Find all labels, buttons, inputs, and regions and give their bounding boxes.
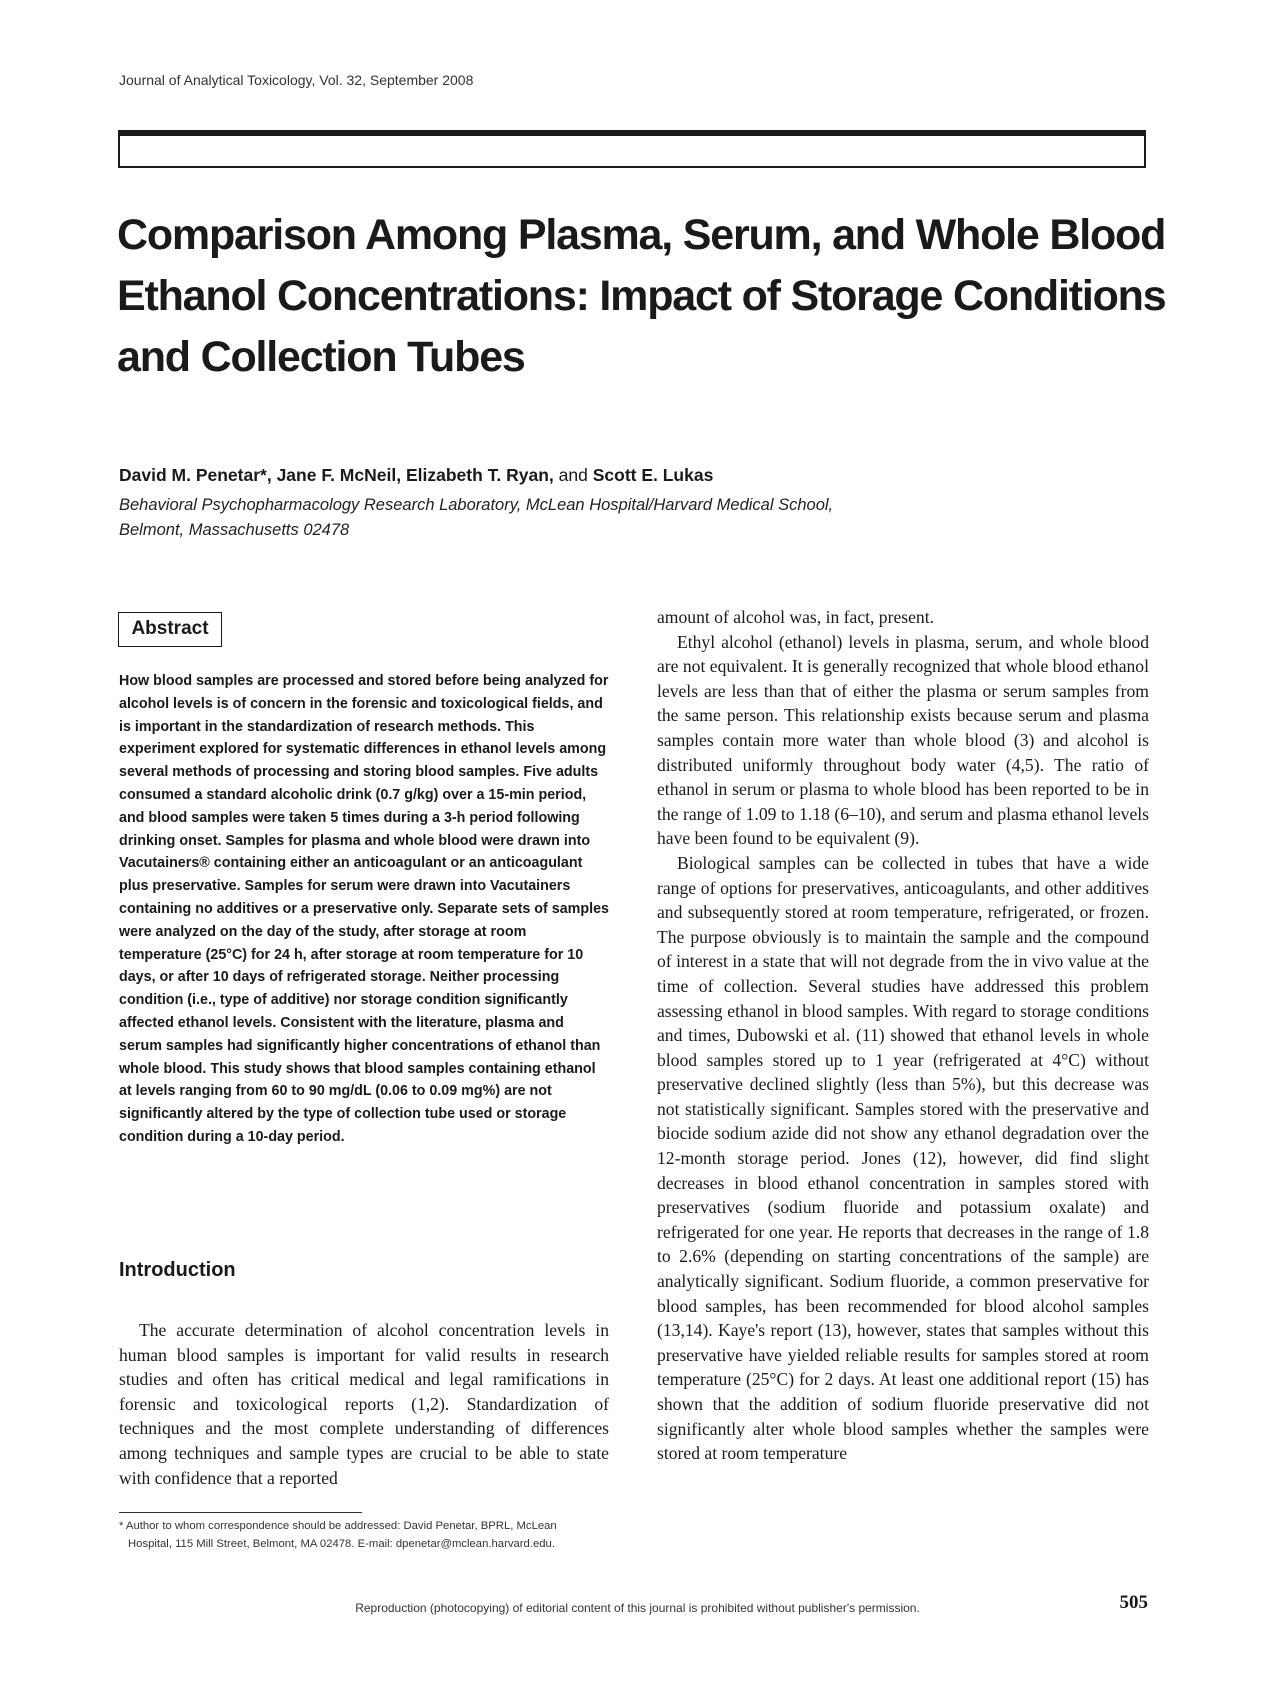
footnote bbox=[119, 1517, 619, 1553]
footnote-line: * Author to whom correspondence should be addressed: David Penetar, BPRL, McLean bbox=[119, 1520, 557, 1532]
title-rule-box bbox=[118, 130, 1146, 168]
author-name: David M. Penetar*, bbox=[119, 465, 272, 485]
affiliation bbox=[119, 493, 1019, 543]
body-paragraph: Biological samples can be collected in tubes that have a wide range of options for preservatives, anticoagulants, and other additives and subsequently stored at room temperature, refrigerated, or frozen. The purpose obviously is to maintain the sample and the compound of interest in a state that will not degrade from the in vivo value at the time of collection. Several studies have addressed this problem assessing ethanol in blood samples. With regard to storage conditions and times, Dubowski et al. (11) showed that ethanol levels in whole blood samples stored up to 1 year (refrigerated at 4°C) without preservative declined slightly (less than 5%), but this decrease was not statistically significant. Samples stored with the preservative and biocide sodium azide did not show any ethanol degradation over the 12-month storage period. Jones (12), however, did find slight decreases in blood ethanol concentration in samples stored with preservatives (sodium fluoride and potassium oxalate) and refrigerated for one year. He reports that decreases in the range of 1.8 to 2.6% (depending on starting concentrations of the sample) are analytically significant. Sodium fluoride, a common preservative for blood samples, has been recommended for blood alcohol samples (13,14). Kaye's report (13), however, states that samples without this preservative have yielded reliable results for samples stored at room temperature (25°C) for 2 days. At least one additional report (15) has shown that the addition of sodium fluoride preservative did not significantly alter whole blood samples whether the samples were stored at room temperature bbox=[657, 852, 1149, 1464]
copyright-notice: Reproduction (photocopying) of editorial content of this journal is prohibited without publisher's permission. bbox=[355, 1601, 920, 1615]
author-name: Scott E. Lukas bbox=[592, 465, 714, 485]
title-line: Ethanol Concentrations: Impact of Storage Conditions bbox=[117, 272, 1166, 320]
page-number: 505 bbox=[1119, 1592, 1148, 1613]
affiliation-line: Belmont, Massachusetts 02478 bbox=[119, 521, 350, 539]
continuation-text: amount of alcohol was, in fact, present. bbox=[657, 607, 935, 627]
abstract-heading: Abstract bbox=[118, 612, 222, 647]
affiliation-line: Behavioral Psychopharmacology Research Laboratory, McLean Hospital/Harvard Medical School, bbox=[119, 496, 834, 514]
body-paragraph: Ethyl alcohol (ethanol) levels in plasma, serum, and whole blood are not equivalent. It is generally recognized that whole blood ethanol levels are less than that of either the plasma or serum samples from the same person. This relationship exists because serum and plasma samples contain more water than whole blood (3) and alcohol is distributed uniformly throughout body water (4,5). The ratio of ethanol in serum or plasma to whole blood has been reported to be in the range of 1.09 to 1.18 (6–10), and serum and plasma ethanol levels have been found to be equivalent (9). bbox=[657, 631, 1149, 849]
journal-header: Journal of Analytical Toxicology, Vol. 32, September 2008 bbox=[119, 72, 474, 88]
introduction-heading: Introduction bbox=[119, 1259, 236, 1281]
introduction-paragraph: The accurate determination of alcohol concentration levels in human blood samples is important for valid results in research studies and often has critical medical and legal ramifications in forensic and toxicological reports (1,2). Standardization of techniques and the most complete understanding of differences among techniques and sample types are crucial to be able to state with confidence that a reported bbox=[119, 1320, 609, 1488]
footnote-divider bbox=[119, 1512, 362, 1513]
author-list bbox=[119, 465, 713, 486]
author-name: Elizabeth T. Ryan, bbox=[405, 465, 554, 485]
right-column bbox=[657, 605, 1149, 1466]
abstract-body: How blood samples are processed and stored before being analyzed for alcohol levels is of concern in the forensic and toxicological fields, and is important in the standardization of research methods. This experiment explored for systematic differences in ethanol levels among several methods of processing and storing blood samples. Five adults consumed a standard alcoholic drink (0.7 g/kg) over a 15-min period, and blood samples were taken 5 times during a 3-h period following drinking onset. Samples for plasma and whole blood were drawn into Vacutainers® containing either an anticoagulant or an anticoagulant plus preservative. Samples for serum were drawn into Vacutainers containing no additives or a preservative only. Separate sets of samples were analyzed on the day of the study, after storage at room temperature (25°C) for 24 h, after storage at room temperature for 10 days, or after 10 days of refrigerated storage. Neither processing condition (i.e., type of additive) nor storage condition significantly affected ethanol levels. Consistent with the literature, plasma and serum samples had significantly higher concentrations of ethanol than whole blood. This study shows that blood samples containing ethanol at levels ranging from 60 to 90 mg/dL (0.06 to 0.09 mg%) are not significantly altered by the type of collection tube used or storage condition during a 10-day period. bbox=[119, 673, 609, 1145]
article-title bbox=[117, 205, 1167, 388]
title-line: and Collection Tubes bbox=[117, 333, 525, 381]
author-name: Jane F. McNeil, bbox=[276, 465, 402, 485]
footnote-line: Hospital, 115 Mill Street, Belmont, MA 02478. E-mail: dpenetar@mclean.harvard.edu. bbox=[128, 1538, 555, 1550]
author-conjunction: and bbox=[558, 465, 588, 485]
title-line: Comparison Among Plasma, Serum, and Whole Blood bbox=[117, 211, 1166, 259]
